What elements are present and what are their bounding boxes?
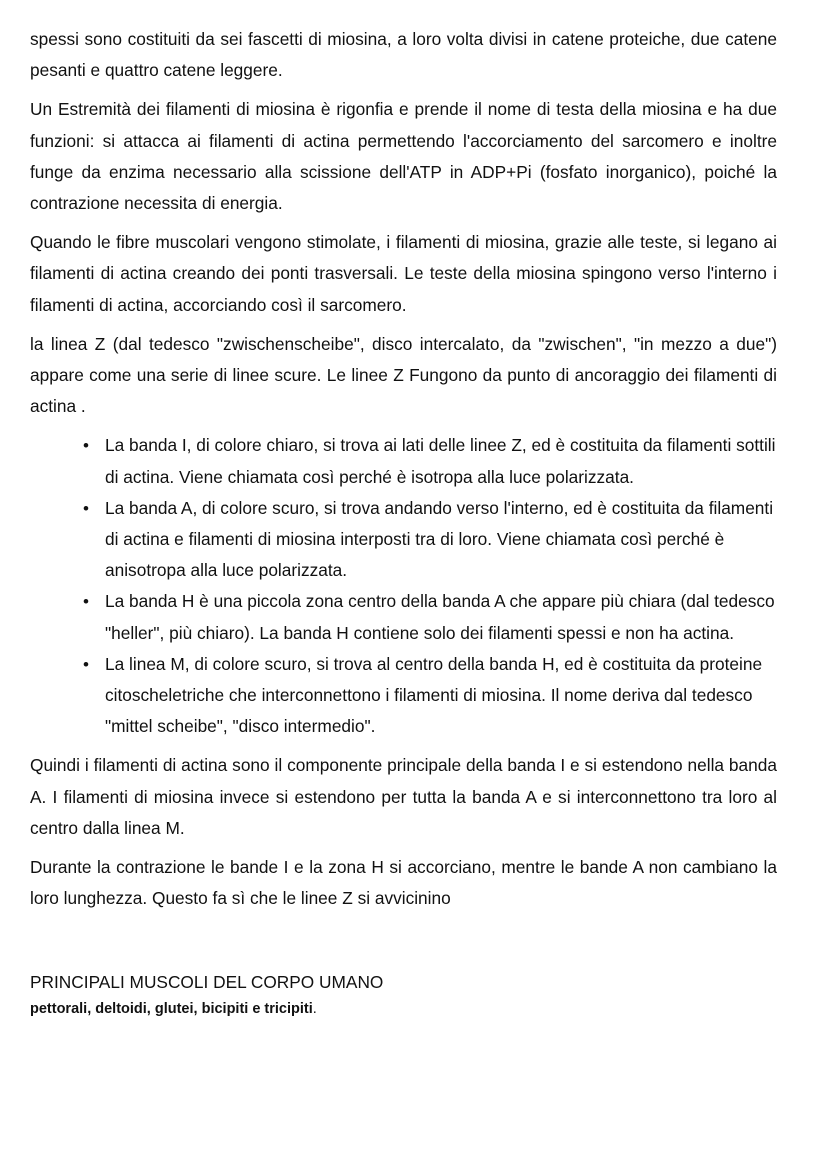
list-item-text: La banda H è una piccola zona centro della banda A che appare più chiara (dal tedesco "heller", più chiaro). La banda H contiene solo dei filamenti spessi e non ha actina. [105,591,775,643]
list-item-band-i [83,430,777,492]
list-item-band-h [83,586,777,648]
paragraph-myosin-bundles: spessi sono costituiti da sei fascetti di miosina, a loro volta divisi in catene proteiche, due catene pesanti e quattro catene leggere. [30,29,777,81]
page-content [30,24,777,1019]
list-item-text: La linea M, di colore scuro, si trova al centro della banda H, ed è costituita da proteine citoscheletriche che interconnettono i filamenti di miosina. Il nome deriva dal tedesco "mittel scheibe", "disco intermedio". [105,653,763,737]
muscles-list-period: . [312,1001,317,1018]
paragraph-contraction: Quando le fibre muscolari vengono stimolate, i filamenti di miosina, grazie alle teste, si legano ai filamenti di actina creando dei ponti trasversali. Le teste della miosina spingono verso l'interno i filamenti di actina, accorciando così il sarcomero. [30,232,777,315]
list-item-line-m [83,649,777,743]
muscles-list: pettorali, deltoidi, glutei, bicipiti e tricipiti [30,1001,313,1018]
bullet-icon: • [83,498,89,518]
list-item-band-a [83,493,777,587]
paragraph-contraction-bands: Durante la contrazione le bande I e la zona H si accorciano, mentre le bande A non cambiano la loro lunghezza. Questo fa sì che le linee Z si avvicinino [30,857,777,909]
bullet-icon: • [83,592,89,612]
muscles-list-line [30,999,777,1019]
list-item-text: La banda A, di colore scuro, si trova andando verso l'interno, ed è costituita da filamenti di actina e filamenti di miosina interposti tra di loro. Viene chiamata così perché è anisotropa alla luce polarizzata. [105,497,774,581]
bands-list [30,430,777,742]
section-heading: PRINCIPALI MUSCOLI DEL CORPO UMANO [30,972,384,993]
paragraph-filaments-summary: Quindi i filamenti di actina sono il componente principale della banda I e si estendono nella banda A. I filamenti di miosina invece si estendono per tutta la banda A e si interconnettono tra loro al centro dalla linea M. [30,755,777,838]
paragraph-z-line: la linea Z (dal tedesco "zwischenscheibe", disco intercalato, da "zwischen", "in mezzo a due") appare come una serie di linee scure. Le linee Z Fungono da punto di ancoraggio dei filamenti di actina . [30,333,777,417]
list-item-text: La banda I, di colore chiaro, si trova ai lati delle linee Z, ed è costituita da filamenti sottili di actina. Viene chiamata così perché è isotropa alla luce polarizzata. [105,435,776,487]
paragraph-myosin-head: Un Estremità dei filamenti di miosina è rigonfia e prende il nome di testa della miosina e ha due funzioni: si attacca ai filamenti di actina permettendo l'accorciamento del sarcomero e inoltre funge da enzima necessario alla scissione dell'ATP in ADP+Pi (fosfato inorganico), poiché la contrazione necessita di energia. [30,99,777,214]
bullet-icon: • [83,654,89,674]
bullet-icon: • [83,436,89,456]
